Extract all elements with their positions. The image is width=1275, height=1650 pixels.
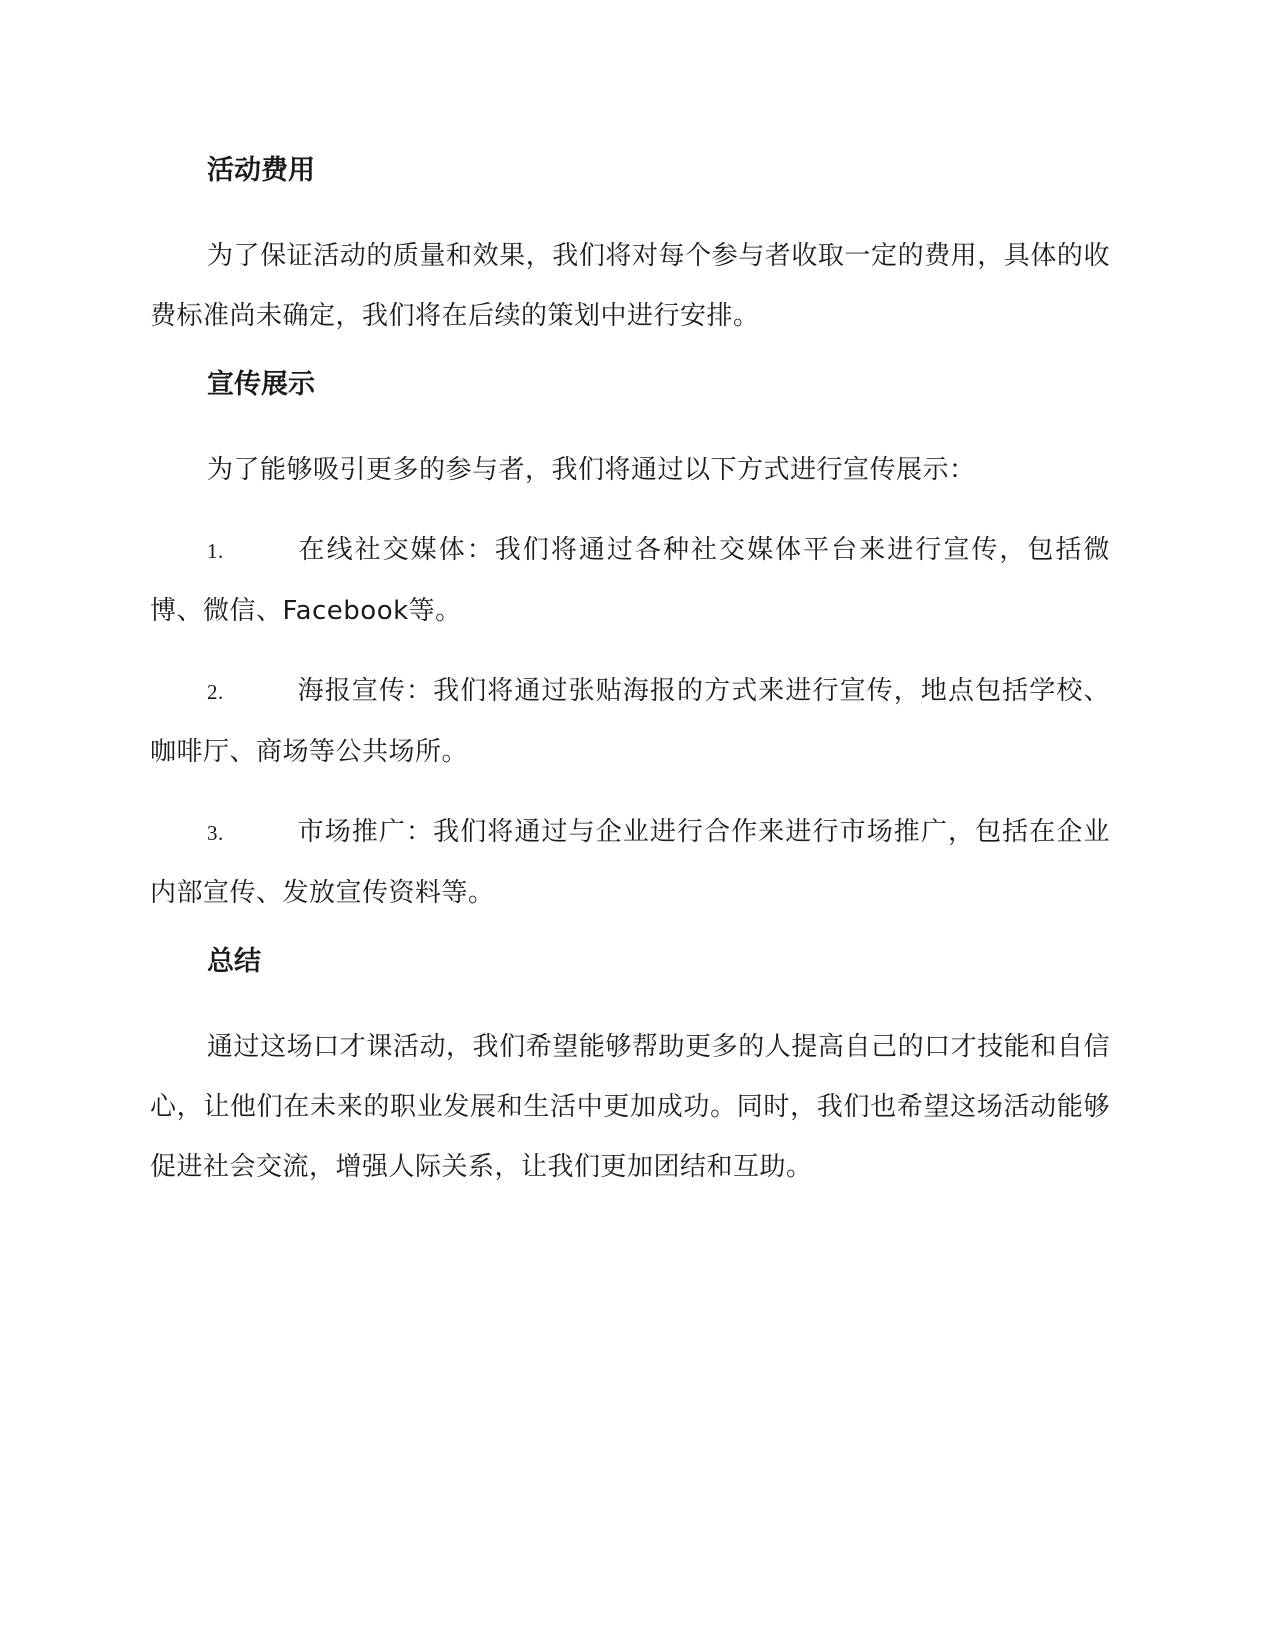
list-item [150,802,1110,923]
list-item-text: 市场推广：我们将通过与企业进行合作来进行市场推广，包括在企业内部宣传、发放宣传资料等。 [150,817,1110,908]
document-content [150,152,1110,1217]
section-heading-promotion: 宣传展示 [207,369,315,400]
section-heading-fees: 活动费用 [207,155,315,186]
section-paragraph-fees: 为了保证活动的质量和效果，我们将对每个参与者收取一定的费用，具体的收费标准尚未确定，我们将在后续的策划中进行安排。 [150,241,1110,331]
list-item [150,520,1110,641]
section-paragraph-summary: 通过这场口才课活动，我们希望能够帮助更多的人提高自己的口才技能和自信心，让他们在未来的职业发展和生活中更加成功。同时，我们也希望这场活动能够促进社会交流，增强人际关系，让我们更加团结和互助。 [150,1032,1110,1182]
list-item-text: 在线社交媒体：我们将通过各种社交媒体平台来进行宣传，包括微博、微信、Facebook等。 [150,535,1110,626]
list-item-number: 1. [207,539,224,563]
list-item-text: 海报宣传：我们将通过张贴海报的方式来进行宣传，地点包括学校、咖啡厅、商场等公共场所。 [150,676,1110,767]
list-item-number: 3. [207,821,224,845]
section-paragraph-promotion: 为了能够吸引更多的参与者，我们将通过以下方式进行宣传展示： [207,455,976,485]
list-item-number: 2. [207,680,224,704]
section-heading-summary: 总结 [207,946,261,977]
list-item [150,661,1110,782]
